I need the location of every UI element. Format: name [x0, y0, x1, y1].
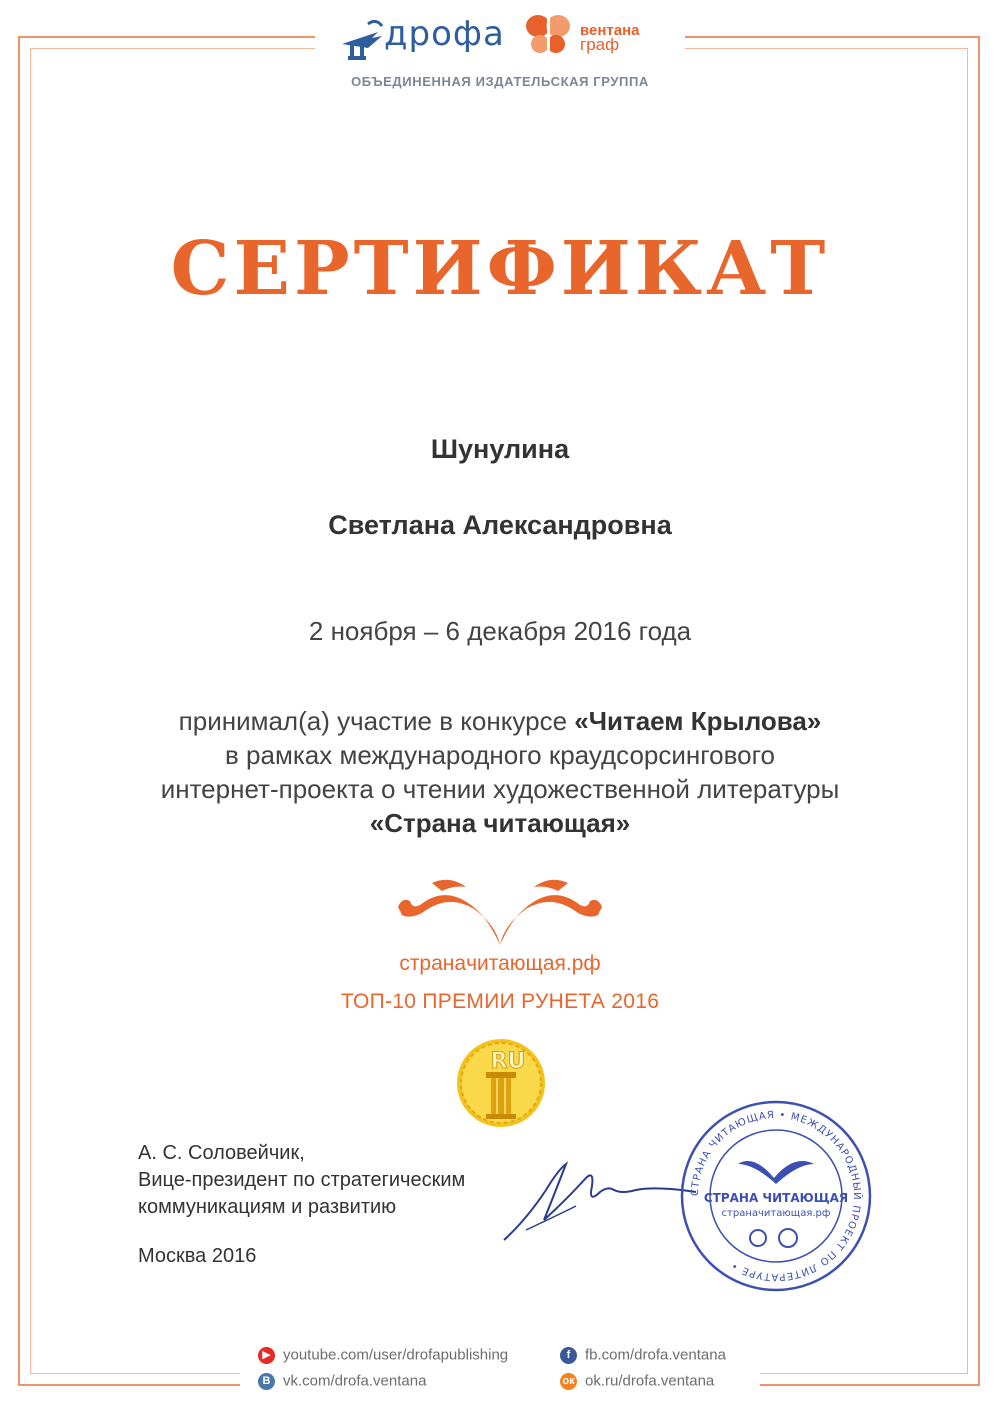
recipient-surname: Шунулина	[430, 434, 570, 464]
project-name: «Страна читающая»	[369, 808, 631, 838]
open-book-logo-icon	[392, 875, 608, 951]
publishing-group-name: ОБЪЕДИНЕННАЯ ИЗДАТЕЛЬСКАЯ ГРУППА	[351, 74, 649, 89]
certificate-body-text	[0, 704, 1000, 840]
ventana-logo-text	[580, 24, 640, 52]
body-line-2: в рамках международного краудсорсингового	[225, 740, 775, 770]
ventana-logo-line2: граф	[580, 35, 620, 54]
facebook-icon: f	[560, 1347, 577, 1364]
participation-text: принимал(а) участие в конкурсе	[178, 706, 575, 736]
youtube-icon: ▶	[258, 1347, 275, 1364]
drofa-logo-text: дрофа	[384, 14, 505, 54]
medal-ru-text: RU	[490, 1049, 526, 1074]
body-line-3: интернет-проекта о чтении художественной литературы	[160, 774, 840, 804]
recipient-given-names: Светлана Александровна	[328, 510, 672, 540]
contest-dates: 2 ноября – 6 декабря 2016 года	[308, 616, 692, 646]
signer-name: А. С. Соловейчик,	[138, 1142, 305, 1164]
handwritten-signature	[496, 1150, 706, 1250]
signer-block	[138, 1140, 465, 1221]
ventana-logo-line1: вентана	[580, 22, 640, 39]
vk-link-text: vk.com/drofa.ventana	[283, 1372, 427, 1390]
vk-link[interactable]	[258, 1372, 426, 1390]
vk-icon: B	[258, 1373, 275, 1390]
certificate-title: СЕРТИФИКАТ	[170, 226, 830, 312]
body-line-1	[0, 704, 1000, 738]
youtube-link-text: youtube.com/user/drofapublishing	[283, 1346, 509, 1364]
body-line-4	[0, 806, 1000, 840]
facebook-link-text: fb.com/drofa.ventana	[585, 1346, 726, 1364]
stamp-center-title: СТРАНА ЧИТАЮЩАЯ	[703, 1191, 849, 1205]
youtube-link[interactable]	[258, 1346, 508, 1364]
odnoklassniki-link-text: ok.ru/drofa.ventana	[585, 1372, 715, 1390]
official-stamp	[678, 1098, 874, 1294]
stamp-center-url: странaчитающая.рф	[721, 1208, 831, 1219]
signer-position-line2: коммуникациям и развитию	[138, 1196, 397, 1218]
signer-position-line1: Вице-президент по стратегическим	[138, 1169, 466, 1191]
runet-award-text: ТОП-10 ПРЕМИИ РУНЕТА 2016	[340, 990, 660, 1013]
ventana-butterfly-logo-icon	[522, 12, 578, 56]
facebook-link[interactable]	[560, 1346, 726, 1364]
stamp-ring-text: СТРАНА ЧИТАЮЩАЯ • МЕЖДУНАРОДНЫЙ ПРОЕКТ ПО ЛИТЕРАТУРЕ •	[689, 1109, 863, 1283]
odnoklassniki-icon: ок	[560, 1373, 577, 1390]
odnoklassniki-link[interactable]	[560, 1372, 714, 1390]
contest-name: «Читаем Крылова»	[574, 706, 822, 736]
city-year: Москва 2016	[138, 1245, 257, 1267]
award-medal-icon	[452, 1034, 550, 1132]
project-site-url: странaчитающая.рф	[399, 952, 601, 975]
